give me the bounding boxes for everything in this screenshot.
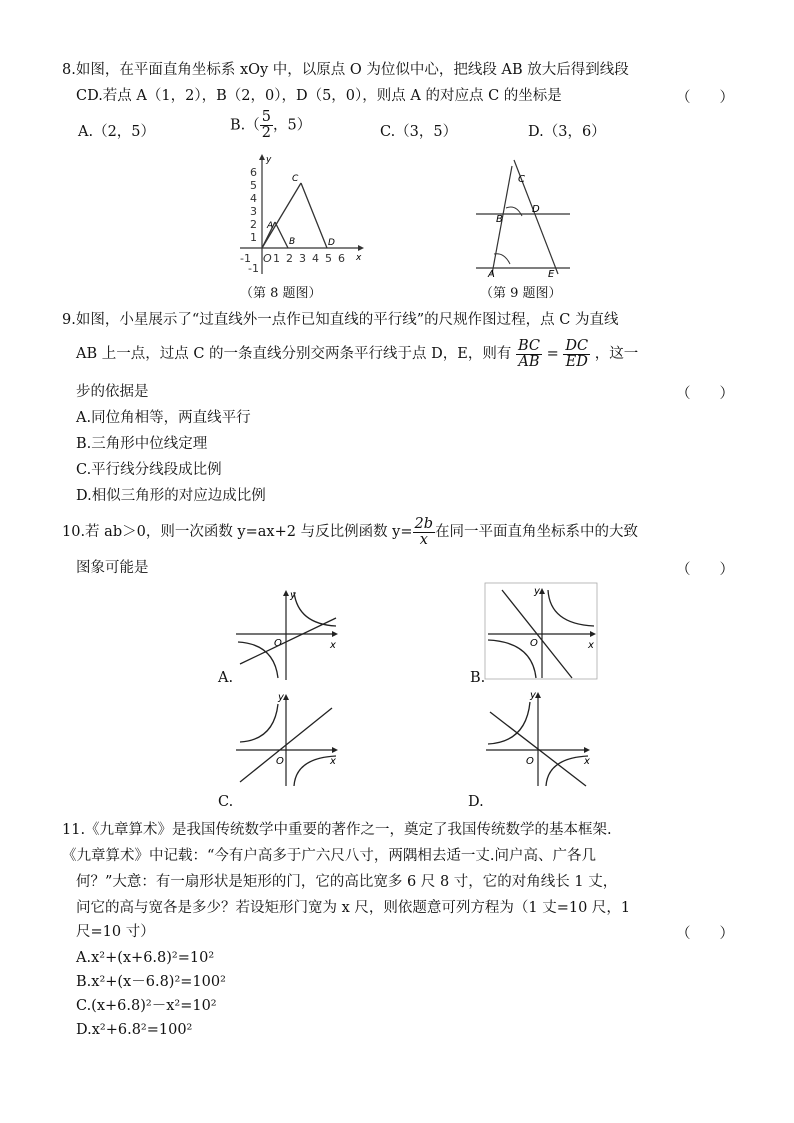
q10-graph-a — [232, 586, 342, 684]
fig8-point-c: C — [292, 174, 299, 184]
fig9-point-d: D — [532, 204, 540, 215]
fig9-point-a: A — [488, 269, 495, 280]
fig8-xtick: O — [263, 252, 272, 265]
fig9-caption: （第 9 题图） — [480, 286, 562, 301]
q10-graph-c — [232, 690, 342, 790]
q11-line2: 《九章算术》中记载：“今有户高多于广六尺八寸，两隅相去适一丈.问户高、广各几 — [62, 848, 597, 864]
q10-answer-paren: （ ） — [676, 562, 734, 578]
q11-option-d: D.x²+6.8²=100² — [76, 1022, 193, 1038]
q9-line2: AB 上一点，过点 C 的一条直线分别交两条平行线于点 D，E，则有 $\frac{BC}{AB}$ = $\frac{DC}{ED}$ ，这一 — [76, 337, 639, 370]
fig8-ytick: 1 — [250, 231, 257, 244]
q11-option-b: B.x²+(x－6.8)²=100² — [76, 974, 226, 990]
fig8-y-label: y — [266, 155, 272, 165]
q9-option-d: D.相似三角形的对应边成比例 — [76, 488, 266, 504]
q11-line4: 问它的高与宽各是多少？若设矩形门宽为 x 尺，则依题意可列方程为（1 丈=10 尺，1 — [76, 900, 631, 916]
q11-line5: 尺=10 寸） — [76, 924, 155, 940]
q9-option-b: B.三角形中位线定理 — [76, 436, 208, 452]
q11-option-a: A.x²+(x+6.8)²=10² — [76, 950, 215, 966]
q9-line1: 9.如图，小星展示了“过直线外一点作已知直线的平行线”的尺规作图过程，点 C 为直线 — [62, 312, 619, 328]
fig8-caption: （第 8 题图） — [240, 286, 322, 301]
q9-option-a: A.同位角相等，两直线平行 — [76, 410, 251, 426]
q11-answer-paren: （ ） — [676, 926, 734, 942]
q10c-x-label: x — [330, 756, 336, 767]
fig8-ytick: 6 — [250, 166, 257, 179]
q11-line1: 11.《九章算术》是我国传统数学中重要的著作之一，奠定了我国传统数学的基本框架. — [62, 822, 612, 838]
q11-option-c: C.(x+6.8)²－x²=10² — [76, 998, 217, 1014]
q8-option-a: A.（2，5） — [78, 124, 156, 140]
q10a-origin: O — [274, 638, 282, 649]
q8-option-b: B.（ $\frac{5}{2}$ ，5） — [230, 109, 312, 141]
fig8-xtick: 4 — [312, 252, 319, 265]
q10-graph-d — [482, 688, 596, 790]
q9-line3: 步的依据是 — [76, 384, 149, 400]
fig8-ytick: 4 — [250, 192, 257, 205]
q10d-y-label: y — [530, 690, 536, 701]
q8-answer-paren: （ ） — [676, 90, 734, 106]
q10d-origin: O — [526, 756, 534, 767]
fig9-point-b: B — [496, 214, 503, 225]
q8-line2: CD.若点 A（1，2），B（2，0），D（5，0），则点 A 的对应点 C 的坐标是 — [76, 88, 562, 104]
fig8-point-b: B — [289, 237, 296, 247]
q10d-x-label: x — [584, 756, 590, 767]
q10-line2: 图象可能是 — [76, 560, 149, 576]
q9-option-c: C.平行线分线段成比例 — [76, 462, 222, 478]
fig8-xtick: 6 — [338, 252, 345, 265]
q10-option-c-label: C. — [218, 794, 234, 810]
q8-line1: 8.如图，在平面直角坐标系 xOy 中，以原点 O 为位似中心，把线段 AB 放大后得到线段 — [62, 62, 629, 78]
q10b-x-label: x — [588, 640, 594, 651]
q10-line1: 10.若 ab＞0，则一次函数 y=ax+2 与反比例函数 y= $\frac{2b}{x}$ 在同一平面直角坐标系中的大致 — [62, 515, 639, 548]
fig8-xtick: 2 — [286, 252, 293, 265]
q8-option-d: D.（3，6） — [528, 124, 606, 140]
q10b-origin: O — [530, 638, 538, 649]
fig8-point-a: A — [267, 221, 274, 231]
q10-option-b-label: B. — [470, 670, 486, 686]
fig8-ytick: 2 — [250, 218, 257, 231]
fig9-point-e: E — [548, 269, 555, 280]
q11-line3: 何？”大意：有一扇形状是矩形的门，它的高比宽多 6 尺 8 寸，它的对角线长 1 丈， — [76, 874, 618, 890]
q8-option-c: C.（3，5） — [380, 124, 458, 140]
q10-option-d-label: D. — [468, 794, 484, 810]
fig8-point-d: D — [328, 238, 335, 248]
q10b-y-label: y — [534, 586, 540, 597]
q10c-y-label: y — [278, 692, 284, 703]
q10-option-a-label: A. — [218, 670, 234, 686]
fig8-xtick: 1 — [273, 252, 280, 265]
fig8-ytick: 3 — [250, 205, 257, 218]
figure-8-graph — [234, 152, 364, 280]
q10a-x-label: x — [330, 640, 336, 651]
q10c-origin: O — [276, 756, 284, 767]
fig9-point-c: C — [518, 174, 525, 185]
fig8-x-label: x — [356, 253, 362, 263]
fig8-xtick: 3 — [299, 252, 306, 265]
q10a-y-label: y — [290, 590, 296, 601]
fig8-xtick: -1 — [240, 252, 251, 265]
q9-answer-paren: （ ） — [676, 386, 734, 402]
fig8-ytick: 5 — [250, 179, 257, 192]
fig8-ytick: -1 — [248, 262, 259, 275]
figure-9-construction — [472, 156, 574, 280]
q10-graph-b — [484, 582, 600, 682]
fig8-xtick: 5 — [325, 252, 332, 265]
